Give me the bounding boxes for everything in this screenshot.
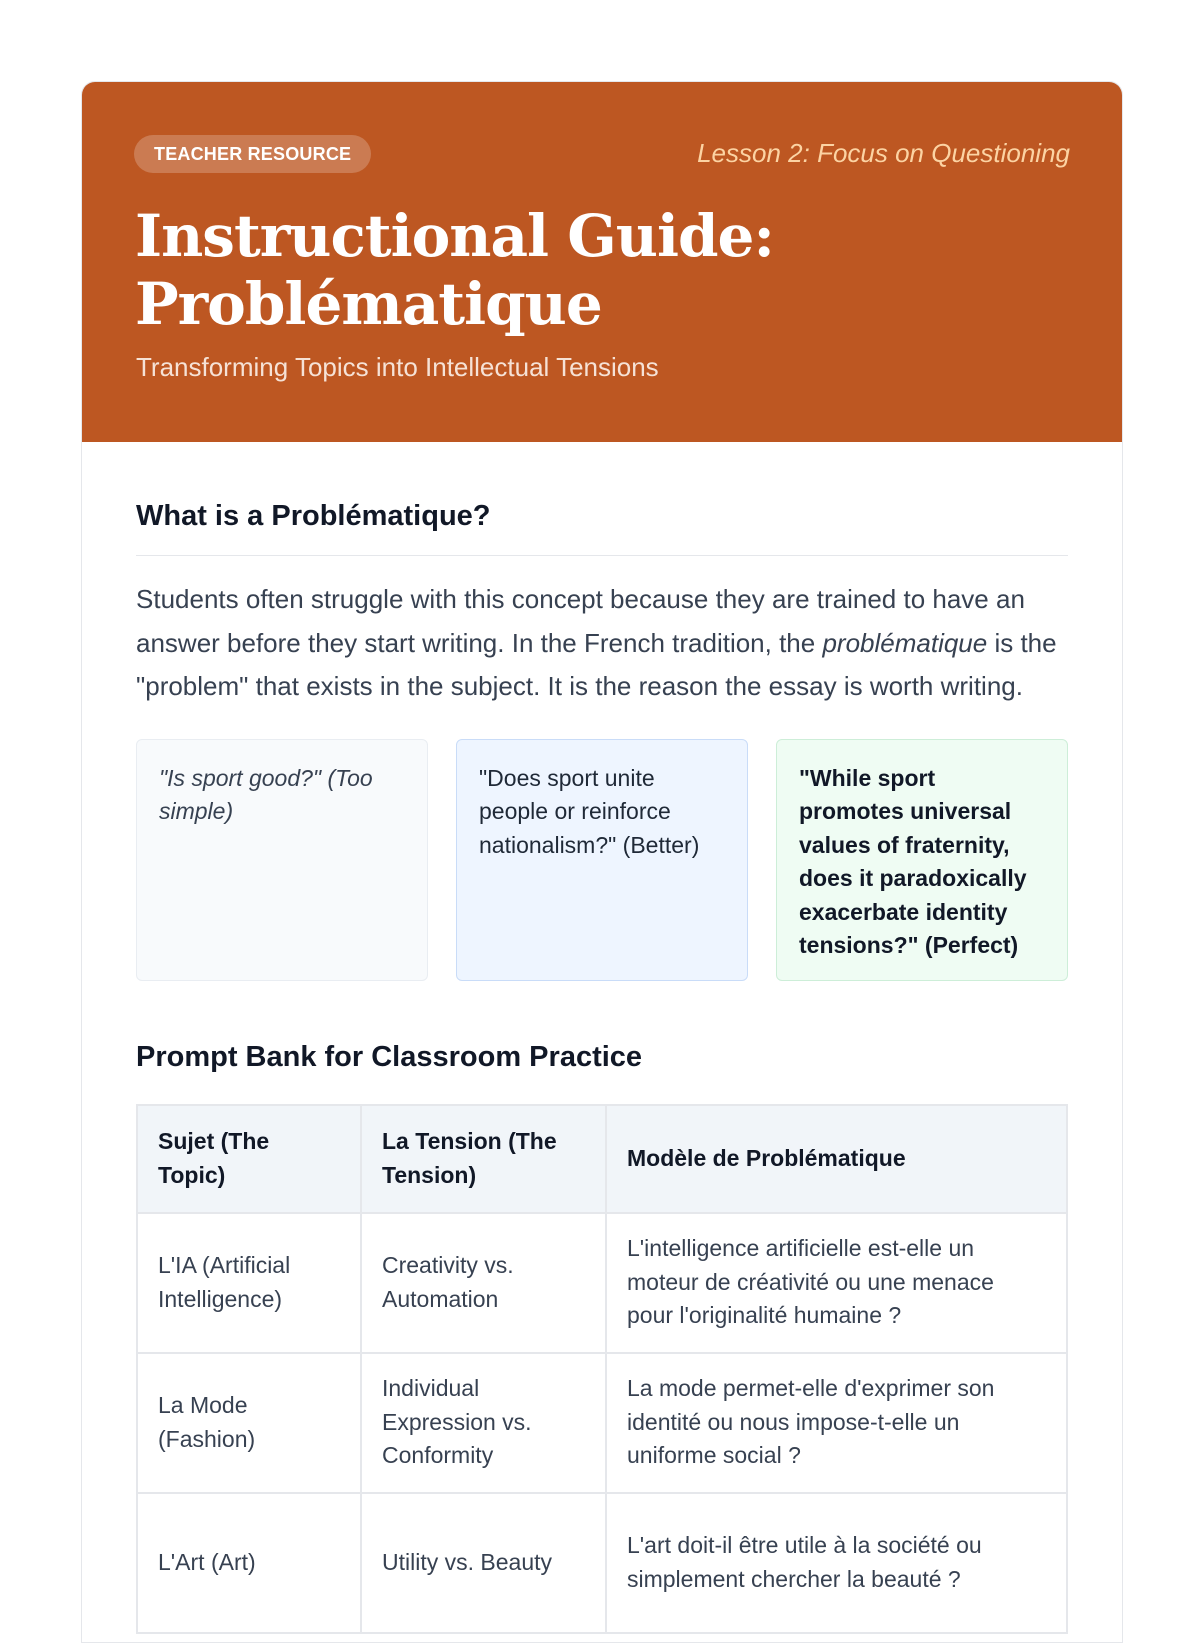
example-cards [136, 739, 1068, 981]
cell-model: La mode permet-elle d'exprimer son identité ou nous impose-t-elle un uniforme social ? [606, 1353, 1067, 1493]
lesson-label: Lesson 2: Focus on Questioning [697, 138, 1070, 168]
main-content [82, 442, 1122, 1634]
resource-badge: TEACHER RESOURCE [134, 135, 371, 173]
section-divider [136, 555, 1068, 556]
table-row [137, 1353, 1067, 1493]
table-row [137, 1213, 1067, 1353]
column-header-topic: Sujet (The Topic) [137, 1105, 361, 1213]
cell-model: L'intelligence artificielle est-elle un moteur de créativité ou une menace pour l'originalité humaine ? [606, 1213, 1067, 1353]
column-header-tension: La Tension (The Tension) [361, 1105, 606, 1213]
definition-paragraph [136, 578, 1068, 709]
cell-model: L'art doit-il être utile à la société ou simplement chercher la beauté ? [606, 1493, 1067, 1633]
example-card-better: "Does sport unite people or reinforce nationalism?" (Better) [456, 739, 748, 981]
table-header-row [137, 1105, 1067, 1213]
paragraph-text-start: Students often struggle with this concept because they are trained to have an answer before they start writing. In the French tradition, the [136, 584, 1025, 658]
cell-tension: Individual Expression vs. Conformity [361, 1353, 606, 1493]
cell-topic: L'IA (Artificial Intelligence) [137, 1213, 361, 1353]
title-line-1: Instructional Guide: [135, 202, 774, 270]
example-card-too-simple: "Is sport good?" (Too simple) [136, 739, 428, 981]
title-line-2: Problématique [135, 270, 602, 338]
cell-topic: L'Art (Art) [137, 1493, 361, 1633]
example-card-perfect: "While sport promotes universal values of fraternity, does it paradoxically exacerbate identity tensions?" (Perfect) [776, 739, 1068, 981]
table-row [137, 1493, 1067, 1633]
cell-tension: Creativity vs. Automation [361, 1213, 606, 1353]
paragraph-emphasis: problématique [822, 627, 988, 658]
page-title [135, 202, 774, 338]
cell-tension: Utility vs. Beauty [361, 1493, 606, 1633]
paragraph-text-end: is the "problem" that exists in the subject. It is the reason the essay is worth writing. [136, 627, 1057, 701]
prompt-bank-table [136, 1104, 1068, 1634]
cell-topic: La Mode (Fashion) [137, 1353, 361, 1493]
header-banner [82, 82, 1122, 442]
section-heading-prompt-bank: Prompt Bank for Classroom Practice [136, 1040, 643, 1073]
page-subtitle: Transforming Topics into Intellectual Tensions [136, 352, 659, 382]
column-header-model: Modèle de Problématique [606, 1105, 1067, 1213]
guide-page [81, 81, 1123, 1643]
section-heading-definition: What is a Problématique? [136, 500, 491, 532]
